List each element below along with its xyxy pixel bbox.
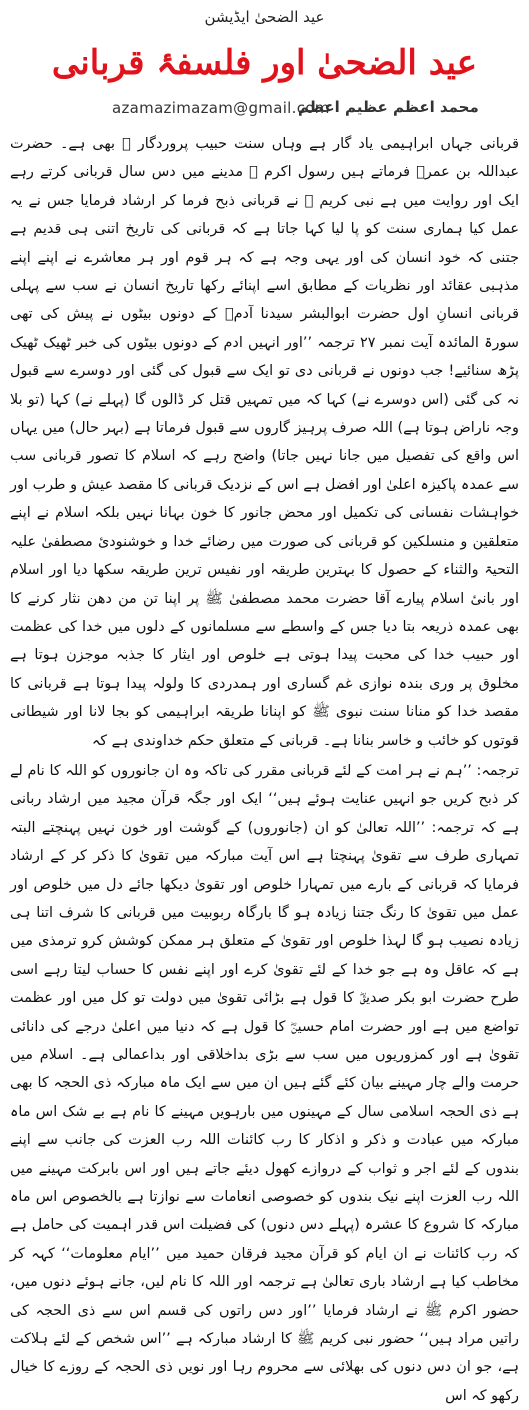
- article-paragraph: قربانی جہاں ابراہیمی یاد گار ہے وہاں سنت حبیب پروردگار ﷺ بھی ہے۔ حضرت عبداللہ بن عمرؓ فرماتے ہیں رسول اکرم ﷺ مدینے میں دس سال قربانی کرتے رہے ایک اور روایت میں ہے نبی کریم ﷺ نے قربانی ذبح فرما کر ارشاد فرمایا جس نے یہ عمل کیا ہماری سنت کو پا لیا کہا جاتا ہے کہ قربانی کی تاریخ اتنی ہی قدیم ہے جتنی کہ خود انسان کی اور یہی وجہ ہے کہ ہر قوم اور ہر معاشرے نے اپنے اپنے مذہبی عقائد اور نظریات کے مطابق اسے اپنائے رکھا تاریخ انسان نے سب سے پہلی قربانی انسانِ اول حضرت ابوالبشر سیدنا آدمؑ کے دونوں بیٹوں نے پیش کی تھی سورۃ المائدہ آیت نمبر ۲۷ ترجمہ ’’اور انہیں ادم کے دونوں بیٹوں کی خبر ٹھیک ٹھیک پڑھ سنائیے! جب دونوں نے قربانی دی تو ایک سے قبول کی گئی اور دوسرے سے قبول نہ کی گئی (اس دوسرے نے) کہا کہ میں تمہیں قتل کر ڈالوں گا (پہلے نے) کہا (تو بلا وجہ ناراض ہوتا ہے) اللہ صرف پرہیز گاروں سے قبول فرماتا ہے (بہر حال) میں یہاں اس واقع کی تفصیل میں جانا نہیں جاتا) واضح رہے کہ اسلام کا تصور قربانی سب سے عمدہ پاکیزہ اعلیٰ اور افضل ہے اس کے نزدیک قربانی کا مقصد عیش و طرب اور خواہشات نفسانی کی تکمیل اور محض جانور کا خون بہانا نہیں بلکہ اسلام نے اپنے متعلقین و منسلکین کو قربانی کی صورت میں رضائے خدا و خوشنودیٔ مصطفیٰ علیہ التحیۃ والثناء کے حصول کا بہترین طریقہ اور نفیس ترین طریقہ سکھا دیا اور اسلام اور بانیٔ اسلام پیارے آقا حضرت محمد مصطفیٰ ﷺ پر اپنا تن من دھن نثار کرنے کا بھی عمدہ ذریعہ بتا دیا جس کے واسطے سے مسلمانوں کے دلوں میں خدا کی عظمت اور حبیب خدا کی محبت پیدا ہوتی ہے خلوص اور ایثار کا جذبہ موجزن ہوتا ہے مخلوق پر وری بندہ نوازی غم گساری اور ہمدردی کا ولولہ پیدا ہوتا ہے قربانی کا مقصد خدا کو منانا سنت نبوی ﷺ کو اپنانا طریقہ ابراہیمی کو بجا لانا اور شیطانی قوتوں کو خائب و خاسر بنانا ہے۔ قربانی کے متعلق حکم خداوندی ہے کہ: [10, 136, 519, 749]
- byline: [0, 96, 529, 120]
- author-email[interactable]: azamazimazam@gmail.com: [112, 99, 330, 117]
- article-headline: عید الضحیٰ اور فلسفۂ قربانی: [51, 43, 478, 83]
- article-body: [10, 130, 519, 1404]
- article-paragraph: ترجمہ: ’’ہم نے ہر امت کے لئے قربانی مقرر کی تاکہ وہ ان جانوروں کو اللہ کا نام لے کر ذبح کریں جو انہیں عنایت ہوئے ہیں‘‘ ایک اور جگہ قرآن مجید میں ارشاد ربانی ہے کہ ترجمہ: ’’اللہ تعالیٰ کو ان (جانوروں) کے گوشت اور خون نہیں پہنچتے البتہ تمہاری طرف سے تقویٰ پہنچتا ہے اس آیت مبارکہ میں تقویٰ کا ذکر کر کے ارشاد فرمایا کہ قربانی کے بارے میں تمہارا خلوص اور تقویٰ دیکھا جائے دل میں خلوص اور عمل میں تقویٰ کا رنگ جتنا زیادہ ہو گا بارگاہ ربوبیت میں قربانی کا شرف اتنا ہی زیادہ نصیب ہو گا لہذا خلوص اور تقویٰ کے متعلق ہر ممکن کوشش کرو ترمذی میں ہے کہ عاقل وہ ہے جو خدا کے لئے تقویٰ کرے اور اپنے نفس کا حساب لیتا رہے اسی طرح حضرت ابو بکر صدیقؓ کا قول ہے بڑائی تقویٰ میں دولت تو کل میں اور عظمت تواضع میں ہے اور حضرت امام حسینؓ کا قول ہے کہ دنیا میں اعلیٰ درجے کی دانائی تقویٰ ہے اور کمزوریوں میں سب سے بڑی بداخلاقی اور بداعمالی ہے۔ اسلام میں حرمت والے چار مہینے بیان کئے گئے ہیں ان میں سے ایک ماہ مبارکہ ذی الحجہ کا بھی ہے ذی الحجہ اسلامی سال کے مہینوں میں بارہویں مہینے کا نام ہے بے شک اس ماہ مبارکہ میں عبادت و ذکر و اذکار کا رب کائنات اللہ رب العزت کی جانب سے اپنے بندوں کے لئے اجر و ثواب کے دروازے کھول دیئے جاتے ہیں اور اس بابرکت مہینے میں اللہ رب العزت اپنے نیک بندوں کو خصوصی انعامات سے نوازتا ہے بالخصوص اس ماہ مبارکہ کا شروع کا عشرہ (پہلے دس دنوں) کی فضیلت اس قدر اہمیت کی حامل ہے کہ رب کائنات نے ان ایام کو قرآن مجید فرقان حمید میں ’’ایام معلومات‘‘ کہہ کر مخاطب کیا ہے ارشاد باری تعالیٰ ہے ترجمہ اور اللہ کا نام لیں، جانے ہوئے دنوں میں، حضور اکرم ﷺ نے ارشاد فرمایا ’’اور دس راتوں کی قسم اس سے ذی الحجہ کی راتیں مراد ہیں‘‘ حضور نبی کریم ﷺ کا ارشاد مبارکہ ہے ’’اس شخص کے لئے ہلاکت ہے، جو ان دس دنوں کی بھلائی سے محروم رہا اور نویں ذی الحجہ کے روزے کا خیال رکھو کہ اس: [10, 762, 519, 1404]
- author-name: محمد اعظم عظیم اعظم: [298, 98, 479, 116]
- edition-label: عید الضحیٰ ایڈیشن: [204, 8, 325, 26]
